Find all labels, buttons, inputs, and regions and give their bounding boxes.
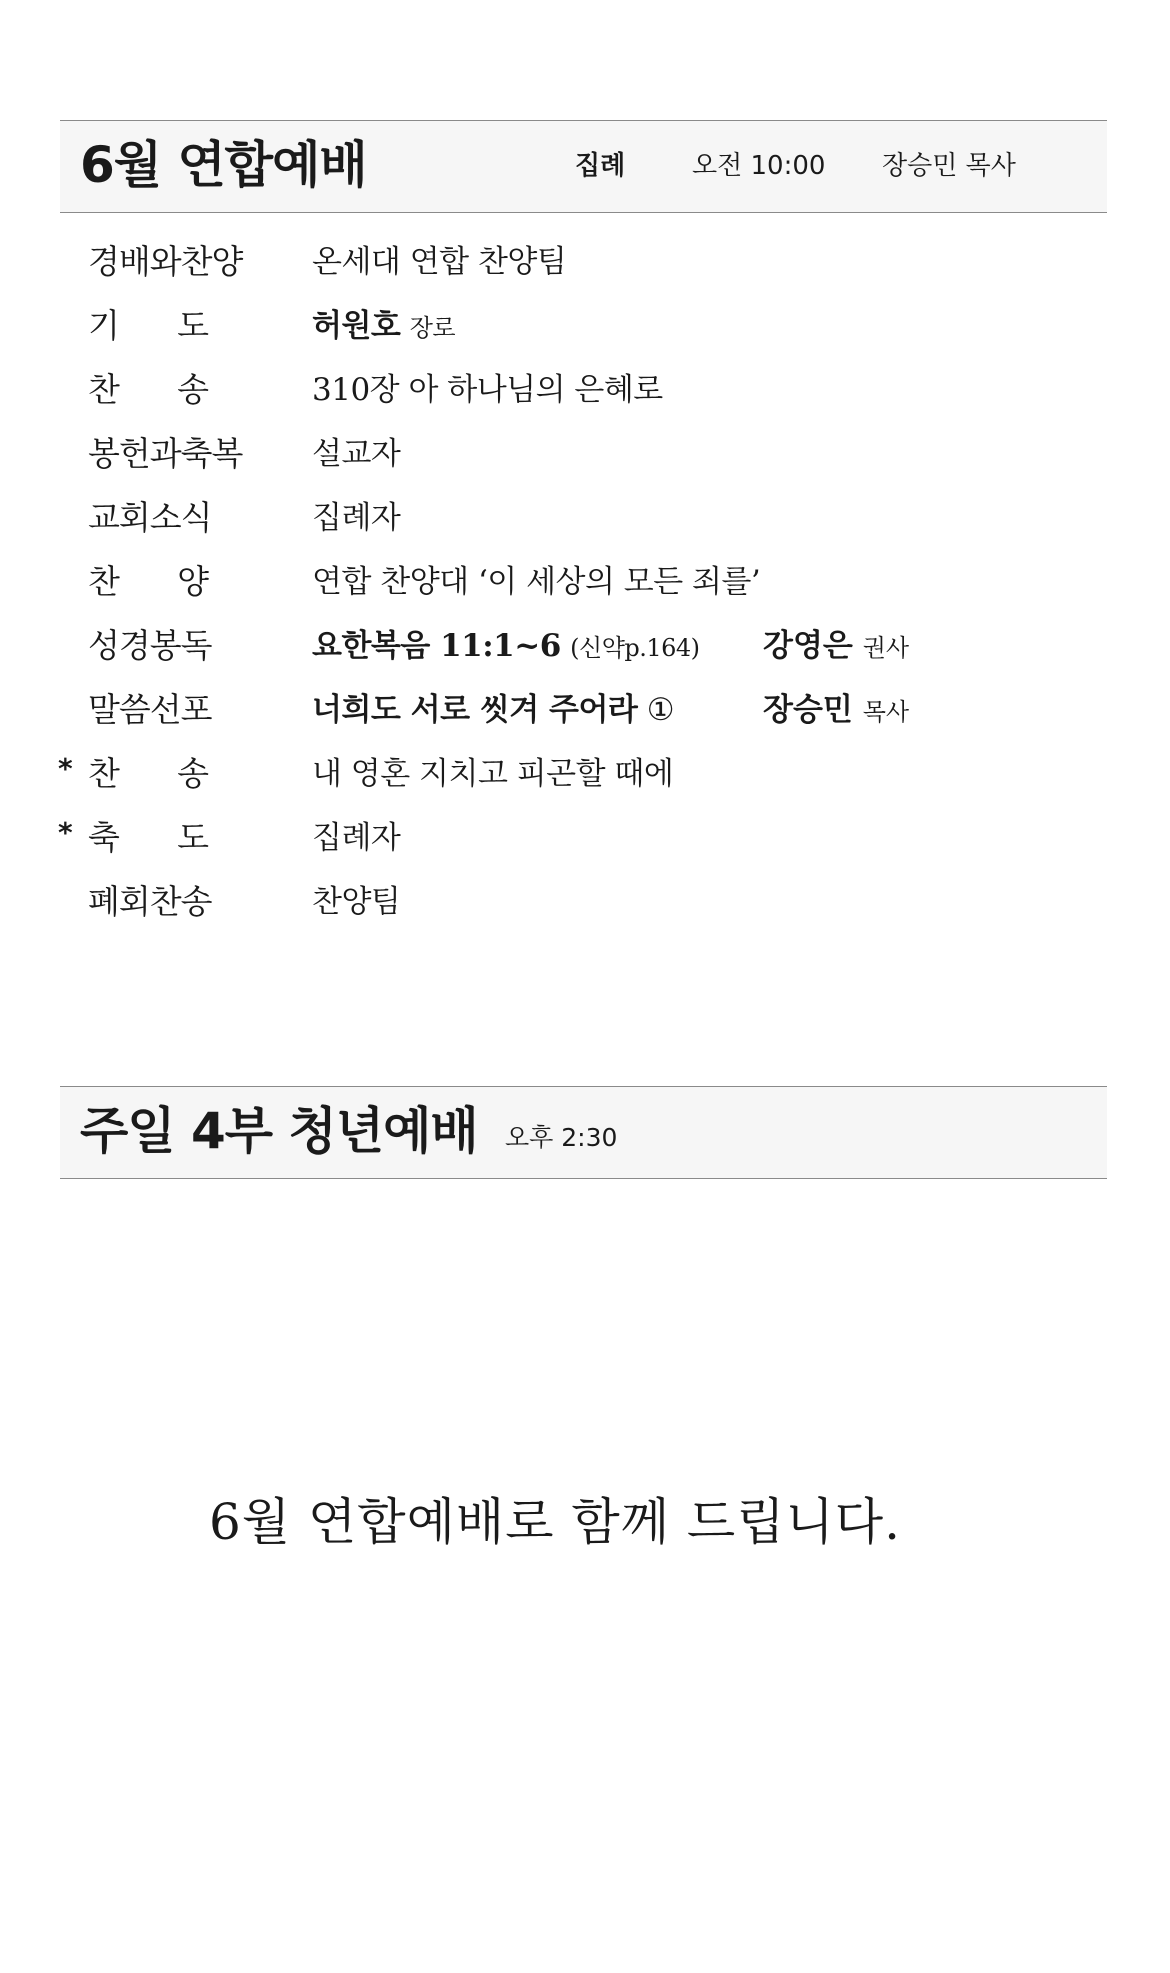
order-content-text: 설교자 [312, 436, 401, 472]
order-label [88, 562, 208, 602]
order-content-main: 요한복음 11:1~6 [312, 628, 561, 664]
order-label [88, 626, 210, 666]
order-label-text: 찬 [88, 370, 119, 409]
order-content-text: 연합 찬양대 ‘이 세상의 모든 죄를’ [312, 564, 761, 600]
standing-mark: * [58, 816, 73, 849]
order-row [0, 424, 1170, 488]
order-label-text: 송 [177, 754, 208, 793]
order-label-text: 도 [177, 306, 208, 345]
order-label [88, 818, 208, 858]
order-content [312, 754, 673, 794]
order-content-text: 310장 아 하나님의 은혜로 [312, 372, 663, 408]
order-label-text: 경배와찬양 [88, 242, 243, 281]
order-content-text: 온세대 연합 찬양팀 [312, 244, 567, 280]
person-title: 권사 [862, 634, 910, 662]
order-label [88, 498, 210, 538]
order-label [88, 434, 243, 474]
standing-mark: * [58, 752, 73, 785]
order-row [0, 872, 1170, 936]
order-label-text: 말씀선포 [88, 690, 212, 729]
order-content [312, 434, 400, 474]
notice-text: 6월 연합예배로 함께 드립니다. [209, 1493, 901, 1551]
order-label-text: 기 [88, 306, 119, 345]
order-label-text: 교회소식 [88, 498, 212, 537]
person-title: 목사 [862, 698, 910, 726]
order-label-text: 찬 [88, 562, 119, 601]
order-label [88, 370, 208, 410]
order-content [312, 690, 674, 730]
order-content [312, 498, 400, 538]
service-time: 오전 10:00 [692, 151, 826, 181]
service-time: 오후 2:30 [505, 1123, 618, 1152]
order-content-text: 집례자 [312, 820, 401, 856]
order-row [0, 360, 1170, 424]
order-content [312, 818, 400, 858]
service-header-union [60, 120, 1107, 213]
order-row [0, 488, 1170, 552]
presider-label: 집례 [575, 151, 626, 181]
order-label-text: 송 [177, 370, 208, 409]
order-label-text: 폐회찬송 [88, 882, 212, 921]
service-title: 주일 4부 청년예배 [80, 1102, 478, 1160]
order-label [88, 690, 210, 730]
order-content-text: 내 영혼 지치고 피곤할 때에 [312, 756, 674, 792]
person-name: 장승민 [763, 692, 853, 728]
order-content [312, 242, 566, 282]
order-label [88, 754, 208, 794]
person-name: 강영은 [763, 628, 853, 664]
order-content-text: 집례자 [312, 500, 401, 536]
order-of-worship [0, 232, 1170, 936]
order-label [88, 306, 208, 346]
order-content [312, 370, 663, 410]
order-content-text: 찬양팀 [312, 884, 401, 920]
order-row [0, 552, 1170, 616]
order-content-main: 허원호 [312, 308, 401, 344]
order-row [0, 616, 1170, 680]
order-label-text: 봉헌과축복 [88, 434, 243, 473]
order-content-note: (신약p.164) [570, 634, 700, 662]
order-label-text: 양 [177, 562, 208, 601]
order-content [312, 626, 700, 668]
order-label-text: 축 [88, 818, 119, 857]
order-row [0, 232, 1170, 296]
order-content [312, 306, 455, 348]
order-label-text: 성경봉독 [88, 626, 212, 665]
order-content [312, 882, 400, 922]
service-title: 6월 연합예배 [80, 136, 367, 194]
order-label-text: 도 [177, 818, 208, 857]
service-header-youth [60, 1086, 1107, 1179]
order-content-note: 장로 [409, 314, 456, 342]
order-label [88, 882, 210, 922]
presider-name: 장승민 목사 [882, 151, 1016, 181]
order-label [88, 242, 243, 282]
order-person [763, 690, 909, 732]
order-content-main: 너희도 서로 씻겨 주어라 [312, 692, 638, 728]
order-content-mark: ① [646, 692, 674, 728]
order-row [0, 744, 1170, 808]
order-row [0, 808, 1170, 872]
order-label-text: 찬 [88, 754, 119, 793]
order-row [0, 296, 1170, 360]
order-row [0, 680, 1170, 744]
order-person [763, 626, 909, 668]
order-content [312, 562, 760, 602]
